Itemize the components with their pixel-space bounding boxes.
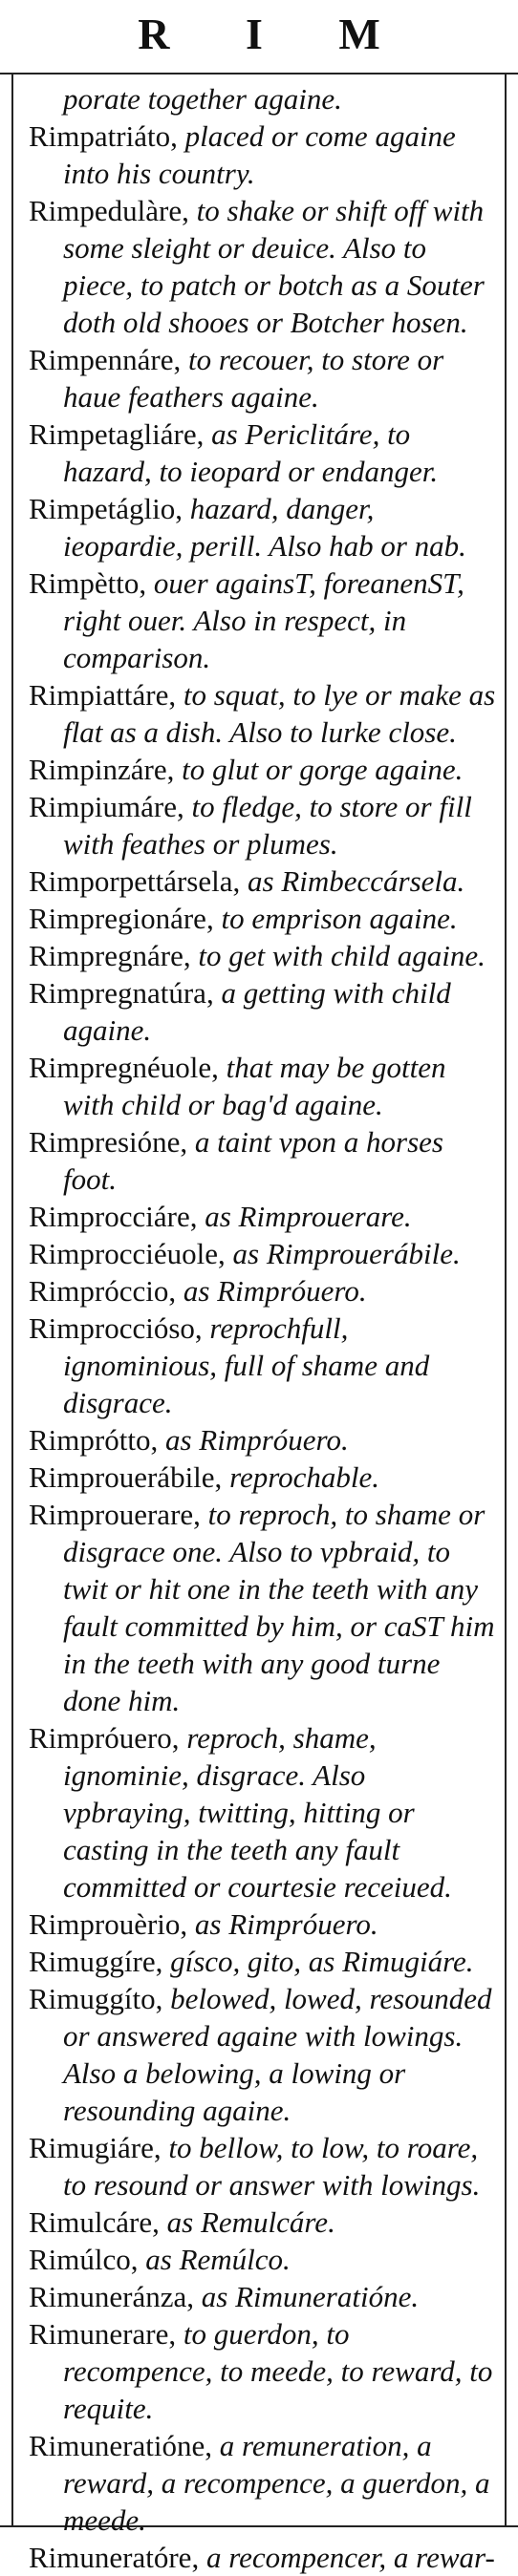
entry-headword: Rimproccióso, xyxy=(29,1311,203,1345)
entry-headword: Rimuggíre, xyxy=(29,1945,163,1978)
entry-definition: to glut or gorge againe. xyxy=(174,753,464,786)
dictionary-entry xyxy=(29,1198,499,1235)
entry-definition: as Rimuneratióne. xyxy=(194,2280,420,2313)
right-column-rule xyxy=(505,73,507,2525)
dictionary-entry xyxy=(29,192,499,341)
dictionary-entry xyxy=(29,415,499,490)
entry-definition: as Rimpróuero. xyxy=(158,1423,349,1457)
entry-headword: Rimpregnéuole, xyxy=(29,1051,219,1084)
dictionary-entry xyxy=(29,1980,499,2129)
dictionary-entry xyxy=(29,1049,499,1123)
entry-headword: Rimpiumáre, xyxy=(29,790,184,823)
entry-definition: gísco, gito, as Rimugiáre. xyxy=(162,1945,474,1978)
entry-headword: Rimuggíto, xyxy=(29,1982,163,2015)
entry-definition: hazard, danger, ieopardie, perill. Also hab or nab. xyxy=(63,492,466,563)
entry-definition: reprochable. xyxy=(222,1460,380,1494)
entry-definition: ouer againsT, foreanenST, right ouer. Also in respect, in comparison. xyxy=(63,566,464,674)
dictionary-entry xyxy=(29,862,499,900)
dictionary-entry xyxy=(29,490,499,564)
entry-headword: Rimprouerábile, xyxy=(29,1460,223,1494)
dictionary-entry xyxy=(29,1496,499,1719)
dictionary-entry xyxy=(29,1421,499,1458)
entry-definition: to emprison againe. xyxy=(213,902,458,935)
dictionary-entry xyxy=(29,564,499,676)
entry-definition: reprochfull, ignominious, full of shame and disgrace. xyxy=(63,1311,430,1419)
entry-headword: Rimpètto, xyxy=(29,566,147,600)
entry-headword: Rimpróuero, xyxy=(29,1721,180,1755)
entry-headword: Rimpregionáre, xyxy=(29,902,214,935)
entry-headword: Rimuneratóre, xyxy=(29,2541,200,2574)
dictionary-entry xyxy=(29,676,499,751)
entry-definition: belowed, lowed, resounded or answered againe with lowings. Also a belowing, a lowing or resounding againe. xyxy=(63,1982,492,2127)
entry-definition: a taint vpon a horses foot. xyxy=(63,1125,443,1196)
entry-definition: a getting with child againe. xyxy=(63,976,451,1047)
entry-definition: to recouer, to store or haue feathers againe. xyxy=(63,343,444,414)
entry-headword: Rimpróccio, xyxy=(29,1274,177,1308)
entry-definition: porate together againe. xyxy=(63,82,342,116)
entry-headword: Rimpatriáto, xyxy=(29,119,178,153)
entry-headword: Rimunerare, xyxy=(29,2317,177,2351)
entry-definition: a recompencer, a rewar- xyxy=(199,2541,495,2574)
dictionary-entry xyxy=(29,2315,499,2427)
entry-definition: as Rimbeccársela. xyxy=(240,864,465,898)
entry-headword: Rimpetáglio, xyxy=(29,492,183,525)
dictionary-entry xyxy=(29,341,499,415)
entry-definition: as Remúlco. xyxy=(138,2243,291,2276)
dictionary-entry xyxy=(29,1905,499,1943)
entry-definition: to bellow, to low, to roare, to resound or answer with lowings. xyxy=(63,2131,481,2202)
entry-definition: to reproch, to shame or disgrace one. Also to vpbraid, to twit or hit one in the teeth with any fault committed by him, or caST him in the teeth with any good turne done him. xyxy=(63,1498,495,1717)
entry-headword: Rimpedulàre, xyxy=(29,194,189,227)
entry-headword: Rimprocciéuole, xyxy=(29,1237,226,1270)
entry-definition: placed or come againe into his country. xyxy=(63,119,456,190)
entry-headword: Rimprouerare, xyxy=(29,1498,201,1531)
entry-headword: Rimuneránza, xyxy=(29,2280,195,2313)
entry-definition: as Rimpróuero. xyxy=(176,1274,367,1308)
entry-definition: as Remulcáre. xyxy=(159,2205,335,2239)
entry-headword: Rimpetagliáre, xyxy=(29,417,205,451)
entry-headword: Rimpennáre, xyxy=(29,343,182,376)
dictionary-entry xyxy=(29,80,499,117)
dictionary-entry xyxy=(29,2278,499,2315)
entry-headword: Rimpiattáre, xyxy=(29,678,177,712)
entry-definition: to get with child againe. xyxy=(190,939,486,972)
entry-headword: Rimporpettársela, xyxy=(29,864,241,898)
entry-definition: reproch, shame, ignominie, disgrace. Also vpbraying, twitting, hitting or casting in the teeth any fault committed or courtesie receiued. xyxy=(63,1721,452,1904)
dictionary-entry xyxy=(29,117,499,192)
entry-definition: to guerdon, to recompence, to meede, to reward, to requite. xyxy=(63,2317,493,2425)
dictionary-entry xyxy=(29,2539,499,2576)
entry-headword: Rimpresióne, xyxy=(29,1125,188,1159)
dictionary-entry xyxy=(29,974,499,1049)
entry-headword: Rimprocciáre, xyxy=(29,1200,198,1233)
dictionary-entry xyxy=(29,1943,499,1980)
entry-definition: to fledge, to store or fill with feathes or plumes. xyxy=(63,790,472,861)
entry-definition: as Periclitáre, to hazard, to ieopard or endanger. xyxy=(63,417,439,488)
left-column-rule xyxy=(11,73,13,2525)
dictionary-entry xyxy=(29,1123,499,1198)
entry-headword: Rimprouèrio, xyxy=(29,1907,188,1941)
entry-headword: Rimpregnáre, xyxy=(29,939,191,972)
page-header: R I M xyxy=(138,10,413,58)
dictionary-entry xyxy=(29,1458,499,1496)
entry-definition: to shake or shift off with some sleight or deuice. Also to piece, to patch or botch as a Souter doth old shooes or Botcher hosen. xyxy=(63,194,485,339)
dictionary-entry xyxy=(29,1719,499,1905)
dictionary-entry xyxy=(29,1235,499,1272)
entry-headword: Rimprótto, xyxy=(29,1423,159,1457)
dictionary-entry xyxy=(29,2427,499,2539)
entry-list xyxy=(29,80,499,2576)
entry-headword: Rimpinzáre, xyxy=(29,753,175,786)
dictionary-entry xyxy=(29,1272,499,1309)
entry-definition: as Rimprouerare. xyxy=(197,1200,412,1233)
entry-definition: that may be gotten with child or bag'd againe. xyxy=(63,1051,446,1121)
dictionary-entry xyxy=(29,2203,499,2241)
entry-definition: to squat, to lye or make as flat as a dish. Also to lurke close. xyxy=(63,678,496,749)
entry-definition: a remuneration, a reward, a recompence, a guerdon, a meede. xyxy=(63,2429,490,2537)
dictionary-entry xyxy=(29,788,499,862)
entry-definition: as Rimprouerábile. xyxy=(225,1237,461,1270)
entry-headword: Rimuneratióne, xyxy=(29,2429,212,2462)
dictionary-entry xyxy=(29,1309,499,1421)
dictionary-entry xyxy=(29,937,499,974)
dictionary-entry xyxy=(29,2129,499,2203)
entry-headword: Rimpregnatúra, xyxy=(29,976,214,1010)
entry-definition: as Rimpróuero. xyxy=(187,1907,378,1941)
entry-headword: Rimugiáre, xyxy=(29,2131,162,2164)
dictionary-entry xyxy=(29,751,499,788)
dictionary-entry xyxy=(29,900,499,937)
entry-headword: Rimúlco, xyxy=(29,2243,139,2276)
entry-headword: Rimulcáre, xyxy=(29,2205,160,2239)
header-rule xyxy=(0,73,518,75)
dictionary-entry xyxy=(29,2241,499,2278)
